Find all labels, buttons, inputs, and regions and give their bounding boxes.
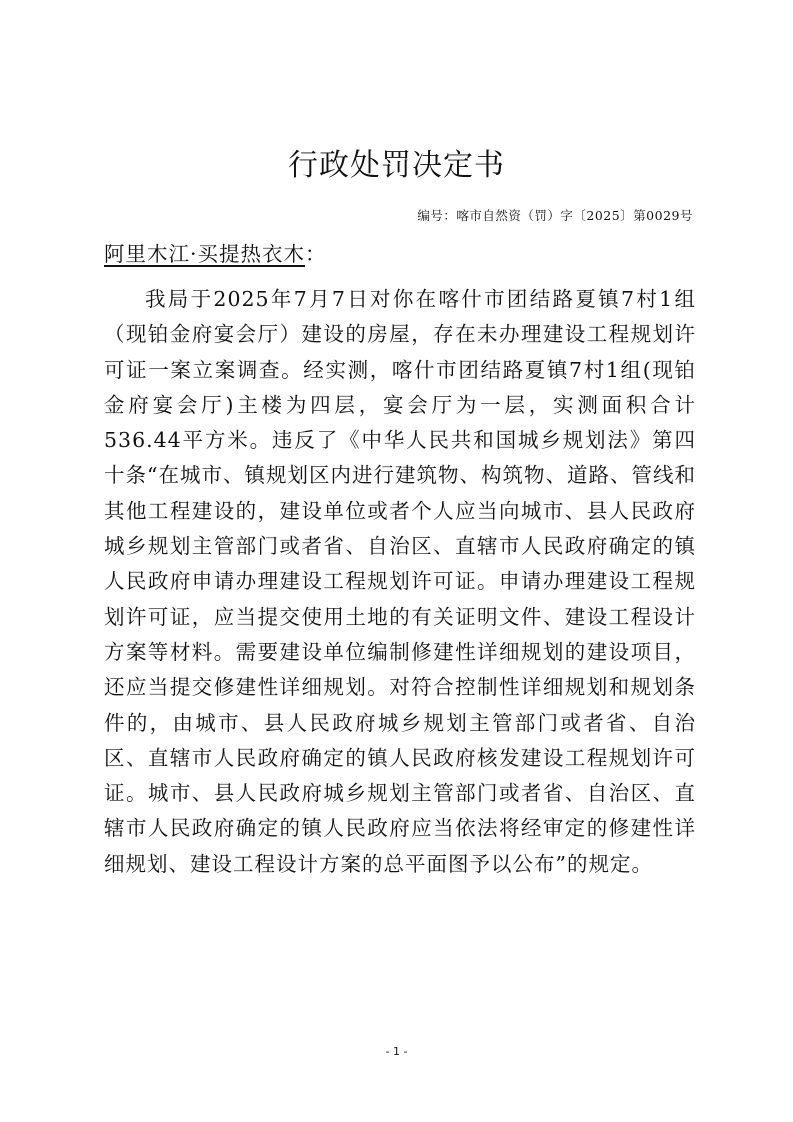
addressee-colon: ： [305, 242, 327, 266]
body-paragraph: 我局于2025年7月7日对你在喀什市团结路夏镇7村1组（现铂金府宴会厅）建设的房屋，存在未办理建设工程规划许可证一案立案调查。经实测，喀什市团结路夏镇7村1组(现铂金府宴会厅)主楼为四层，宴会厅为一层，实测面积合计536.44平方米。违反了《中华人民共和国城乡规划法》第四十条“在城市、镇规划区内进行建筑物、构筑物、道路、管线和其他工程建设的，建设单位或者个人应当向城市、县人民政府城乡规划主管部门或者省、自治区、直辖市人民政府确定的镇人民政府申请办理建设工程规划许可证。申请办理建设工程规划许可证，应当提交使用土地的有关证明文件、建设工程设计方案等材料。需要建设单位编制修建性详细规划的建设项目，还应当提交修建性详细规划。对符合控制性详细规划和规划条件的，由城市、县人民政府城乡规划主管部门或者省、自治区、直辖市人民政府确定的镇人民政府核发建设工程规划许可证。城市、县人民政府城乡规划主管部门或者省、自治区、直辖市人民政府确定的镇人民政府应当依法将经审定的修建性详细规划、建设工程设计方案的总平面图予以公布”的规定。 [104, 287, 696, 876]
document-title: 行政处罚决定书 [288, 148, 505, 183]
document-number: 编号：喀市自然资（罚）字〔2025〕第0029号 [417, 208, 693, 223]
addressee-name: 阿里木江·买提热衣木 [104, 242, 306, 266]
page-number: - 1 - [385, 1045, 408, 1058]
addressee-line [104, 236, 327, 272]
